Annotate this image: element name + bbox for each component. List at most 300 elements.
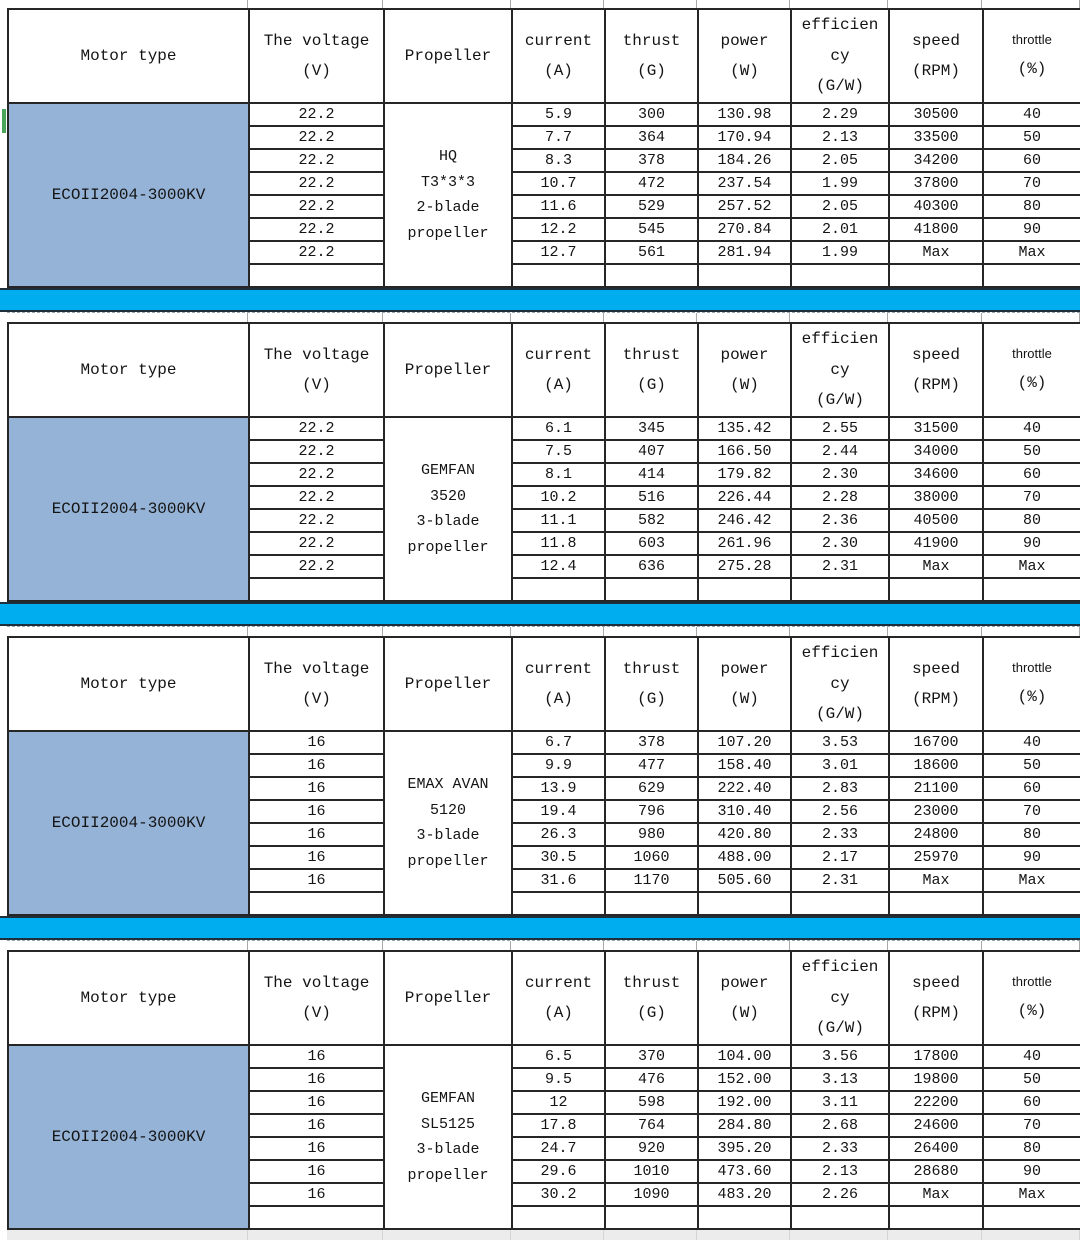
throttle-cell (983, 1206, 1080, 1229)
grid-line-cell (604, 941, 697, 950)
thrust-cell (605, 1206, 698, 1229)
thrust-cell: 603 (605, 532, 698, 555)
header-current (512, 637, 605, 731)
grid-line-cell (697, 313, 790, 322)
thrust-cell: 477 (605, 754, 698, 777)
speed-cell: 40300 (889, 195, 983, 218)
header-power (698, 637, 791, 731)
grid-line-cell (511, 1230, 604, 1240)
header-label-line: Propeller (404, 674, 492, 693)
efficiency-cell: 2.56 (791, 800, 889, 823)
grid-line-cell (248, 313, 383, 322)
header-label-line: Motor type (80, 988, 177, 1007)
header-label-line: power (720, 31, 769, 50)
grid-line-cell (982, 313, 1080, 322)
grid-line-cell (7, 627, 248, 636)
separator-bar (0, 602, 1080, 626)
grid-line-cell (7, 1230, 248, 1240)
motor-type-cell: ECOII2004-3000KV (8, 1045, 249, 1229)
grid-line-cell (7, 941, 248, 950)
speed-cell (889, 264, 983, 287)
speed-cell: 18600 (889, 754, 983, 777)
thrust-cell: 561 (605, 241, 698, 264)
propeller-label-line: propeller (407, 224, 489, 242)
header-label-line: (RPM) (911, 376, 960, 394)
grid-line-cell (248, 0, 383, 8)
header-label-line: current (524, 973, 593, 992)
motor-type-cell: ECOII2004-3000KV (8, 731, 249, 915)
voltage-cell: 16 (249, 1091, 384, 1114)
power-cell: 284.80 (698, 1114, 791, 1137)
header-label-line: efficien (801, 16, 879, 35)
header-label-line: Motor type (80, 360, 177, 379)
header-label-line: throttle (1012, 660, 1052, 676)
grid-line-cell (248, 1230, 383, 1240)
voltage-cell (249, 1206, 384, 1229)
header-label-line: The voltage (263, 345, 370, 364)
throttle-cell: 40 (983, 731, 1080, 754)
power-cell: 488.00 (698, 846, 791, 869)
voltage-cell: 22.2 (249, 149, 384, 172)
header-power (698, 9, 791, 103)
efficiency-cell: 2.17 (791, 846, 889, 869)
speed-cell: 34000 (889, 440, 983, 463)
grid-line-cell (888, 941, 982, 950)
voltage-cell (249, 892, 384, 915)
header-efficiency (791, 323, 889, 417)
power-cell: 483.20 (698, 1183, 791, 1206)
throttle-cell: Max (983, 241, 1080, 264)
grid-line-cell (888, 627, 982, 636)
grid-line-cell (383, 941, 511, 950)
speed-cell: 41900 (889, 532, 983, 555)
throttle-cell: 60 (983, 149, 1080, 172)
propeller-label-line: propeller (407, 852, 489, 870)
efficiency-cell: 2.31 (791, 869, 889, 892)
grid-line-cell (790, 0, 888, 8)
grid-line-cell (697, 627, 790, 636)
voltage-cell: 16 (249, 754, 384, 777)
separator-bar (0, 916, 1080, 940)
thrust-cell: 598 (605, 1091, 698, 1114)
grid-line-cell (383, 1230, 511, 1240)
data-row (8, 731, 1080, 754)
header-thrust (605, 637, 698, 731)
header-label-line: (V) (302, 376, 331, 394)
speed-cell: 33500 (889, 126, 983, 149)
grid-line-cell (604, 313, 697, 322)
header-label-line: Motor type (80, 674, 177, 693)
thrust-cell: 1090 (605, 1183, 698, 1206)
throttle-cell: 70 (983, 486, 1080, 509)
speed-cell: 21100 (889, 777, 983, 800)
header-motor-type (8, 9, 249, 103)
header-label-line: thrust (622, 31, 681, 50)
current-cell: 6.1 (512, 417, 605, 440)
power-cell: 226.44 (698, 486, 791, 509)
propeller-label-line: EMAX AVAN (407, 776, 489, 793)
speed-cell: 17800 (889, 1045, 983, 1068)
power-cell: 310.40 (698, 800, 791, 823)
throttle-cell: Max (983, 555, 1080, 578)
throttle-cell: 40 (983, 103, 1080, 126)
speed-cell: 24800 (889, 823, 983, 846)
header-speed (889, 9, 983, 103)
voltage-cell: 16 (249, 731, 384, 754)
efficiency-cell: 2.29 (791, 103, 889, 126)
efficiency-cell: 2.83 (791, 777, 889, 800)
grid-line-cell (604, 0, 697, 8)
efficiency-cell: 2.33 (791, 1137, 889, 1160)
header-row (8, 637, 1080, 731)
header-voltage (249, 323, 384, 417)
header-label-line: efficien (801, 644, 879, 663)
header-label-line: efficien (801, 330, 879, 349)
thrust-cell: 796 (605, 800, 698, 823)
grid-line-cell (248, 627, 383, 636)
header-label-line: The voltage (263, 659, 370, 678)
motor-type-cell: ECOII2004-3000KV (8, 103, 249, 287)
grid-line-cell (7, 313, 248, 322)
header-label-line: power (720, 345, 769, 364)
current-cell (512, 578, 605, 601)
power-cell: 281.94 (698, 241, 791, 264)
efficiency-cell: 2.44 (791, 440, 889, 463)
grid-line-cell (383, 627, 511, 636)
propeller-label-line: propeller (407, 1166, 489, 1184)
grid-line-cell (697, 1230, 790, 1240)
throttle-cell: 90 (983, 218, 1080, 241)
efficiency-cell: 1.99 (791, 241, 889, 264)
throttle-cell: 50 (983, 440, 1080, 463)
power-cell: 170.94 (698, 126, 791, 149)
page-break-gap (7, 312, 1080, 322)
thrust-cell: 764 (605, 1114, 698, 1137)
voltage-cell: 22.2 (249, 509, 384, 532)
grid-line-cell (982, 1230, 1080, 1240)
header-label-line: (A) (544, 1004, 573, 1022)
efficiency-cell: 2.30 (791, 463, 889, 486)
thrust-cell (605, 892, 698, 915)
header-efficiency (791, 951, 889, 1045)
voltage-cell: 16 (249, 1137, 384, 1160)
throttle-cell: 70 (983, 800, 1080, 823)
header-label-line: (RPM) (911, 62, 960, 80)
efficiency-cell (791, 578, 889, 601)
motor-spec-table-2 (7, 322, 1080, 602)
current-cell: 7.7 (512, 126, 605, 149)
throttle-cell: Max (983, 1183, 1080, 1206)
header-efficiency (791, 637, 889, 731)
propeller-label-line: HQ (438, 148, 457, 165)
current-cell: 13.9 (512, 777, 605, 800)
header-power (698, 323, 791, 417)
header-label-line: speed (911, 659, 960, 678)
throttle-cell: 50 (983, 754, 1080, 777)
header-voltage (249, 637, 384, 731)
throttle-cell: 90 (983, 846, 1080, 869)
header-efficiency (791, 9, 889, 103)
grid-line-cell (790, 1230, 888, 1240)
throttle-cell (983, 892, 1080, 915)
header-label-line: speed (911, 31, 960, 50)
power-cell: 130.98 (698, 103, 791, 126)
thrust-cell: 629 (605, 777, 698, 800)
current-cell: 9.9 (512, 754, 605, 777)
thrust-cell (605, 264, 698, 287)
power-cell: 257.52 (698, 195, 791, 218)
current-cell: 7.5 (512, 440, 605, 463)
thrust-cell: 370 (605, 1045, 698, 1068)
efficiency-cell: 3.11 (791, 1091, 889, 1114)
header-label-line: (W) (730, 1004, 759, 1022)
motor-spec-table-4 (7, 950, 1080, 1230)
header-thrust (605, 951, 698, 1045)
thrust-cell: 980 (605, 823, 698, 846)
efficiency-cell: 2.13 (791, 126, 889, 149)
voltage-cell (249, 578, 384, 601)
header-label-line: (W) (730, 690, 759, 708)
thrust-cell: 920 (605, 1137, 698, 1160)
grid-line-cell (888, 0, 982, 8)
power-cell: 473.60 (698, 1160, 791, 1183)
header-propeller (384, 323, 512, 417)
grid-line-cell (697, 0, 790, 8)
current-cell: 9.5 (512, 1068, 605, 1091)
speed-cell: 34600 (889, 463, 983, 486)
power-cell (698, 892, 791, 915)
efficiency-cell: 3.01 (791, 754, 889, 777)
current-cell: 30.5 (512, 846, 605, 869)
data-row (8, 417, 1080, 440)
throttle-cell: 80 (983, 823, 1080, 846)
efficiency-cell: 3.13 (791, 1068, 889, 1091)
header-motor-type (8, 951, 249, 1045)
header-row (8, 951, 1080, 1045)
current-cell: 10.2 (512, 486, 605, 509)
current-cell: 12.7 (512, 241, 605, 264)
thrust-cell: 636 (605, 555, 698, 578)
throttle-cell: 60 (983, 1091, 1080, 1114)
power-cell: 222.40 (698, 777, 791, 800)
throttle-cell: 50 (983, 1068, 1080, 1091)
power-cell: 179.82 (698, 463, 791, 486)
speed-cell: 26400 (889, 1137, 983, 1160)
thrust-cell: 516 (605, 486, 698, 509)
header-throttle (983, 951, 1080, 1045)
grid-line-cell (790, 627, 888, 636)
header-power (698, 951, 791, 1045)
voltage-cell: 16 (249, 1045, 384, 1068)
grid-line-cell (888, 1230, 982, 1240)
grid-line-cell (604, 627, 697, 636)
header-thrust (605, 323, 698, 417)
page-break-gap (7, 626, 1080, 636)
grid-line-cell (511, 0, 604, 8)
speed-cell: 34200 (889, 149, 983, 172)
power-cell: 184.26 (698, 149, 791, 172)
voltage-cell: 22.2 (249, 463, 384, 486)
header-label-line: (W) (730, 62, 759, 80)
current-cell: 6.7 (512, 731, 605, 754)
efficiency-cell: 1.99 (791, 172, 889, 195)
speed-cell: 16700 (889, 731, 983, 754)
power-cell: 505.60 (698, 869, 791, 892)
left-edge-artifact (2, 109, 6, 133)
header-label-line: power (720, 973, 769, 992)
thrust-cell: 545 (605, 218, 698, 241)
voltage-cell: 22.2 (249, 218, 384, 241)
propeller-label-line: 3-blade (416, 513, 480, 530)
speed-cell: 23000 (889, 800, 983, 823)
thrust-cell: 300 (605, 103, 698, 126)
thrust-cell (605, 578, 698, 601)
propeller-label-line: 3520 (429, 487, 466, 505)
thrust-cell: 529 (605, 195, 698, 218)
efficiency-cell (791, 1206, 889, 1229)
data-row (8, 1045, 1080, 1068)
speed-cell: 19800 (889, 1068, 983, 1091)
header-row (8, 323, 1080, 417)
efficiency-cell: 2.05 (791, 195, 889, 218)
grid-line-cell (982, 627, 1080, 636)
header-label-line: current (524, 31, 593, 50)
current-cell: 24.7 (512, 1137, 605, 1160)
header-label-line: (RPM) (911, 690, 960, 708)
thrust-cell: 1170 (605, 869, 698, 892)
current-cell: 31.6 (512, 869, 605, 892)
current-cell: 10.7 (512, 172, 605, 195)
power-cell (698, 578, 791, 601)
power-cell: 158.40 (698, 754, 791, 777)
power-cell (698, 1206, 791, 1229)
voltage-cell: 22.2 (249, 440, 384, 463)
voltage-cell: 16 (249, 1068, 384, 1091)
throttle-cell: 70 (983, 1114, 1080, 1137)
voltage-cell: 22.2 (249, 555, 384, 578)
throttle-cell: 90 (983, 1160, 1080, 1183)
voltage-cell: 16 (249, 777, 384, 800)
efficiency-cell: 2.68 (791, 1114, 889, 1137)
throttle-cell (983, 578, 1080, 601)
propeller-cell (384, 731, 512, 915)
efficiency-cell: 3.53 (791, 731, 889, 754)
motor-spec-table-3 (7, 636, 1080, 916)
header-label-line: cy (830, 46, 850, 65)
efficiency-cell: 2.13 (791, 1160, 889, 1183)
voltage-cell (249, 264, 384, 287)
speed-cell (889, 892, 983, 915)
power-cell: 135.42 (698, 417, 791, 440)
header-speed (889, 637, 983, 731)
efficiency-cell: 2.05 (791, 149, 889, 172)
header-label-line: (V) (302, 690, 331, 708)
header-label-line: (A) (544, 376, 573, 394)
throttle-cell: 90 (983, 532, 1080, 555)
throttle-cell: 40 (983, 417, 1080, 440)
current-cell (512, 264, 605, 287)
speed-cell: 25970 (889, 846, 983, 869)
header-propeller (384, 951, 512, 1045)
voltage-cell: 22.2 (249, 195, 384, 218)
motor-type-cell: ECOII2004-3000KV (8, 417, 249, 601)
header-label-line: cy (830, 674, 850, 693)
speed-cell (889, 1206, 983, 1229)
grid-line-cell (511, 627, 604, 636)
voltage-cell: 22.2 (249, 417, 384, 440)
header-label-line: current (524, 345, 593, 364)
current-cell: 26.3 (512, 823, 605, 846)
speed-cell (889, 578, 983, 601)
header-label-line: (G/W) (815, 77, 864, 96)
top-margin-strip (7, 0, 1080, 8)
efficiency-cell (791, 264, 889, 287)
header-label-line: (W) (730, 376, 759, 394)
grid-line-cell (982, 941, 1080, 950)
power-cell: 395.20 (698, 1137, 791, 1160)
page-break-gap (7, 940, 1080, 950)
current-cell (512, 892, 605, 915)
header-label-line: power (720, 659, 769, 678)
header-speed (889, 951, 983, 1045)
header-label-line: (G/W) (815, 705, 864, 724)
speed-cell: Max (889, 869, 983, 892)
header-label-line: cy (830, 360, 850, 379)
current-cell: 29.6 (512, 1160, 605, 1183)
propeller-cell (384, 103, 512, 287)
grid-line-cell (790, 313, 888, 322)
header-propeller (384, 637, 512, 731)
current-cell: 12 (512, 1091, 605, 1114)
speed-cell: 31500 (889, 417, 983, 440)
efficiency-cell: 2.33 (791, 823, 889, 846)
header-label-line: (G) (637, 376, 666, 394)
current-cell: 11.8 (512, 532, 605, 555)
thrust-cell: 378 (605, 731, 698, 754)
throttle-cell: 60 (983, 463, 1080, 486)
power-cell (698, 264, 791, 287)
grid-line-cell (248, 941, 383, 950)
efficiency-cell: 2.31 (791, 555, 889, 578)
header-label-line: speed (911, 973, 960, 992)
header-label-line: (%) (1017, 60, 1047, 79)
header-throttle (983, 9, 1080, 103)
speed-cell: 37800 (889, 172, 983, 195)
propeller-label-line: 5120 (429, 801, 466, 819)
current-cell: 11.6 (512, 195, 605, 218)
current-cell: 8.3 (512, 149, 605, 172)
throttle-cell: 70 (983, 172, 1080, 195)
header-propeller (384, 9, 512, 103)
voltage-cell: 16 (249, 869, 384, 892)
speed-cell: Max (889, 241, 983, 264)
speed-cell: Max (889, 1183, 983, 1206)
throttle-cell: 40 (983, 1045, 1080, 1068)
header-label-line: current (524, 659, 593, 678)
thrust-cell: 476 (605, 1068, 698, 1091)
speed-cell: 30500 (889, 103, 983, 126)
thrust-cell: 378 (605, 149, 698, 172)
power-cell: 270.84 (698, 218, 791, 241)
header-label-line: (G) (637, 1004, 666, 1022)
header-label-line: (%) (1017, 688, 1047, 707)
current-cell: 17.8 (512, 1114, 605, 1137)
grid-line-cell (982, 0, 1080, 8)
current-cell: 19.4 (512, 800, 605, 823)
current-cell: 12.4 (512, 555, 605, 578)
grid-line-cell (511, 941, 604, 950)
header-label-line: thrust (622, 973, 681, 992)
